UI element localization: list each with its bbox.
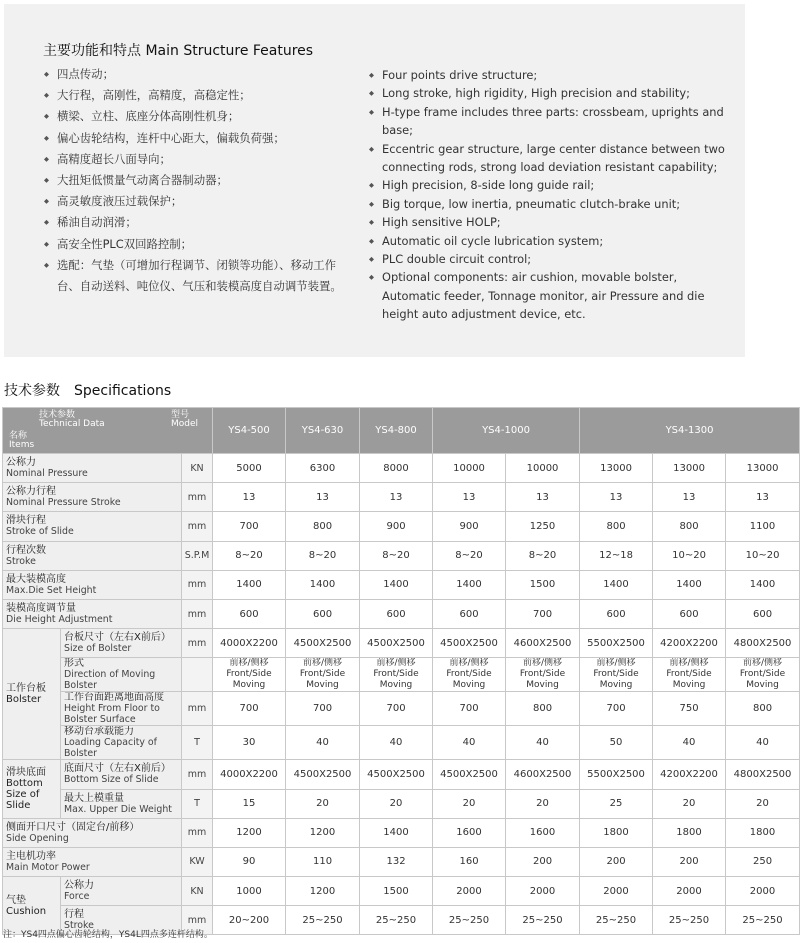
- row-label-en: Max. Upper Die Weight: [64, 803, 172, 815]
- feature-item: ◆ Long stroke, high rigidity, High precision and stability;: [369, 84, 729, 102]
- value-cell: 13: [360, 483, 433, 512]
- value-cell: 1200: [286, 877, 360, 906]
- value-cell: 1000: [213, 877, 286, 906]
- value-cn: 前移/侧移: [449, 658, 489, 669]
- specifications-title: 技术参数 Specifications: [4, 383, 172, 399]
- row-label: [61, 629, 182, 658]
- value-cell: 20: [653, 789, 726, 818]
- value-cell: 1400: [726, 570, 800, 599]
- unit-cell: mm: [182, 599, 213, 628]
- row-label-cn: 行程次数: [6, 544, 46, 556]
- value-cell: 600: [213, 599, 286, 628]
- value-cell: 600: [360, 599, 433, 628]
- unit-cell: T: [182, 789, 213, 818]
- value-cell: 700: [286, 692, 360, 726]
- value-cn: 前移/侧移: [743, 658, 783, 669]
- row-label-en: Die Height Adjustment: [6, 614, 113, 626]
- value-cell: 15: [213, 789, 286, 818]
- feature-item: ◆ High precision, 8-side long guide rail;: [369, 176, 729, 194]
- row-label-cn: 形式: [64, 658, 84, 670]
- row-label-en: Stroke: [64, 920, 94, 932]
- value-cell: 10~20: [653, 541, 726, 570]
- group-label-cn: 工作台板: [6, 683, 46, 695]
- value-cell: 600: [580, 599, 653, 628]
- value-en: Front/Side Moving: [666, 669, 712, 691]
- row-label-en: Stroke: [6, 555, 36, 567]
- features-list-en: [369, 66, 729, 324]
- value-en: Front/Side Moving: [226, 669, 272, 691]
- value-cell: 1200: [286, 818, 360, 847]
- row-label-cn: 最大上模重量: [64, 792, 124, 804]
- value-cell: [653, 658, 726, 692]
- feature-item: ◆ 选配：气垫（可增加行程调节、闭锁等功能）、移动工作台、自动送料、吨位仪、气压和装模高度自动调节装置。: [44, 255, 344, 297]
- feature-item: ◆ Big torque, low inertia, pneumatic clutch-brake unit;: [369, 195, 729, 213]
- value-cell: 700: [213, 692, 286, 726]
- group-label: [3, 760, 61, 818]
- feature-item: ◆ Automatic oil cycle lubrication system;: [369, 232, 729, 250]
- feature-item: ◆ Eccentric gear structure, large center distance between two connecting rods, strong load deviation resistant capability;: [369, 140, 729, 177]
- row-label: [3, 599, 182, 628]
- value-cell: 10000: [506, 454, 580, 483]
- value-cell: 20: [726, 789, 800, 818]
- group-label-cn: 气垫: [6, 894, 26, 906]
- value-cell: 600: [286, 599, 360, 628]
- value-cell: 1200: [213, 818, 286, 847]
- value-cell: [580, 658, 653, 692]
- value-cell: 1400: [360, 570, 433, 599]
- value-cell: 13: [433, 483, 506, 512]
- row-label: [61, 877, 182, 906]
- footnote: 注：YS4四点偏心齿轮结构，YS4L四点多连杆结构。: [3, 930, 213, 940]
- value-cell: 20: [433, 789, 506, 818]
- value-cell: 25~250: [360, 906, 433, 935]
- value-cell: 40: [506, 726, 580, 760]
- value-cell: 25~250: [506, 906, 580, 935]
- row-label-en: Nominal Pressure: [6, 468, 88, 480]
- value-cell: 800: [286, 512, 360, 541]
- value-cell: 900: [433, 512, 506, 541]
- feature-item: ◆ PLC double circuit control;: [369, 250, 729, 268]
- group-label-en: Cushion: [6, 905, 47, 917]
- value-cell: [506, 658, 580, 692]
- row-label: [3, 541, 182, 570]
- features-panel: [4, 4, 745, 357]
- value-cell: 25: [580, 789, 653, 818]
- value-cell: 600: [726, 599, 800, 628]
- corner-model-cn: 型号: [171, 410, 190, 420]
- unit-cell: mm: [182, 818, 213, 847]
- value-cell: 700: [213, 512, 286, 541]
- value-cell: 20: [506, 789, 580, 818]
- value-cell: 2000: [580, 877, 653, 906]
- row-label-en: Stroke of Slide: [6, 526, 74, 538]
- specifications-table: [2, 407, 800, 935]
- value-cell: 8~20: [433, 541, 506, 570]
- value-cell: 2000: [506, 877, 580, 906]
- value-cell: 13: [726, 483, 800, 512]
- feature-item: ◆ 大扭矩低惯量气动离合器制动器；: [44, 170, 344, 191]
- corner-items-en: Items: [9, 440, 35, 450]
- value-cell: [726, 658, 800, 692]
- value-cn: 前移/侧移: [302, 658, 343, 669]
- corner-model-en: Model: [171, 419, 199, 429]
- value-cell: 900: [360, 512, 433, 541]
- unit-cell: mm: [182, 483, 213, 512]
- row-label-cn: 公称力: [64, 880, 94, 892]
- value-cell: 160: [433, 847, 506, 876]
- table-row: [3, 877, 800, 906]
- value-en: Front/Side Moving: [299, 669, 346, 691]
- value-cell: 8~20: [360, 541, 433, 570]
- value-cell: 1800: [580, 818, 653, 847]
- features-title: 主要功能和特点 Main Structure Features: [43, 43, 314, 59]
- value-cell: [360, 658, 433, 692]
- value-cell: 20: [286, 789, 360, 818]
- value-cn: 前移/侧移: [376, 658, 416, 669]
- value-cell: 800: [580, 512, 653, 541]
- value-en: Front/Side Moving: [446, 669, 492, 691]
- value-cell: 13000: [726, 454, 800, 483]
- feature-item: ◆ H-type frame includes three parts: crossbeam, uprights and base;: [369, 103, 729, 140]
- feature-item: ◆ 高安全性PLC双回路控制；: [44, 234, 344, 255]
- table-row: [3, 599, 800, 628]
- model-header: YS4-800: [360, 408, 433, 454]
- unit-cell: [182, 658, 213, 692]
- value-cell: [286, 658, 360, 692]
- value-cell: 25~250: [653, 906, 726, 935]
- table-row: [3, 512, 800, 541]
- table-row: [3, 847, 800, 876]
- value-cell: 5500X2500: [580, 760, 653, 789]
- value-cell: 1400: [286, 570, 360, 599]
- value-cell: 40: [286, 726, 360, 760]
- unit-cell: mm: [182, 692, 213, 726]
- value-cell: 13: [653, 483, 726, 512]
- value-cell: 13000: [653, 454, 726, 483]
- row-label: [61, 658, 182, 692]
- value-cell: 13: [506, 483, 580, 512]
- value-cell: 1400: [433, 570, 506, 599]
- value-cell: 5000: [213, 454, 286, 483]
- value-cell: 10000: [433, 454, 506, 483]
- value-cell: 2000: [653, 877, 726, 906]
- unit-cell: S.P.M: [182, 541, 213, 570]
- row-label-en: Force: [64, 891, 90, 903]
- value-cell: 1500: [506, 570, 580, 599]
- value-cell: 1250: [506, 512, 580, 541]
- feature-item: ◆ 偏心齿轮结构，连杆中心距大，偏载负荷强；: [44, 128, 344, 149]
- value-cell: 4500X2500: [360, 629, 433, 658]
- value-cell: 1400: [653, 570, 726, 599]
- value-cell: 5500X2500: [580, 629, 653, 658]
- value-cell: 30: [213, 726, 286, 760]
- value-cell: 1600: [433, 818, 506, 847]
- value-cell: 700: [360, 692, 433, 726]
- row-label: [61, 692, 182, 726]
- feature-item: ◆ High sensitive HOLP;: [369, 213, 729, 231]
- row-label-en: Height From Floor to Bolster Surface: [64, 703, 160, 726]
- unit-cell: mm: [182, 906, 213, 935]
- features-list-cn: [44, 64, 344, 297]
- value-cell: 13: [213, 483, 286, 512]
- row-label-en: Main Motor Power: [6, 861, 90, 873]
- value-cell: 1400: [360, 818, 433, 847]
- value-cell: 8~20: [506, 541, 580, 570]
- unit-cell: mm: [182, 760, 213, 789]
- row-label-cn: 滑块行程: [6, 515, 46, 527]
- row-label-cn: 移动台承载能力: [64, 726, 134, 738]
- unit-cell: KN: [182, 454, 213, 483]
- table-row: [3, 789, 800, 818]
- value-cell: 4500X2500: [433, 760, 506, 789]
- row-label-cn: 装模高度调节量: [6, 603, 76, 615]
- value-cell: 4800X2500: [726, 760, 800, 789]
- value-cell: 40: [433, 726, 506, 760]
- value-cell: 50: [580, 726, 653, 760]
- value-en: Front/Side Moving: [593, 669, 639, 691]
- row-label-cn: 底面尺寸（左右X前后）: [64, 763, 171, 775]
- row-label: [3, 818, 182, 847]
- feature-item: ◆ 高灵敏度液压过载保护；: [44, 191, 344, 212]
- model-header: YS4-630: [286, 408, 360, 454]
- unit-cell: mm: [182, 629, 213, 658]
- row-label-en: Bottom Size of Slide: [64, 774, 159, 786]
- value-cn: 前移/侧移: [596, 658, 636, 669]
- value-cell: 8~20: [213, 541, 286, 570]
- value-cell: 600: [433, 599, 506, 628]
- value-cell: 40: [726, 726, 800, 760]
- row-label-en: Side Opening: [6, 832, 69, 844]
- value-cell: 13: [580, 483, 653, 512]
- value-cell: 700: [433, 692, 506, 726]
- table-row: [3, 541, 800, 570]
- table-row: [3, 818, 800, 847]
- model-header: YS4-500: [213, 408, 286, 454]
- model-header: YS4-1300: [580, 408, 800, 454]
- feature-item: ◆ 稀油自动润滑；: [44, 212, 344, 233]
- value-cell: 1800: [726, 818, 800, 847]
- value-cell: 200: [506, 847, 580, 876]
- corner-items-cn: 名称: [9, 431, 28, 441]
- value-cn: 前移/侧移: [229, 658, 269, 669]
- value-cell: 1800: [653, 818, 726, 847]
- value-cell: 25~250: [286, 906, 360, 935]
- row-label-cn: 行程: [64, 909, 84, 921]
- table-row: [3, 692, 800, 726]
- table-row: [3, 629, 800, 658]
- value-cell: 10~20: [726, 541, 800, 570]
- value-cell: 4500X2500: [433, 629, 506, 658]
- value-cell: 12~18: [580, 541, 653, 570]
- group-label-en: Bolster: [6, 694, 42, 706]
- table-row: [3, 658, 800, 692]
- row-label: [61, 760, 182, 789]
- value-cell: 13000: [580, 454, 653, 483]
- value-cell: 700: [506, 599, 580, 628]
- row-label: [61, 726, 182, 760]
- value-cell: 1400: [580, 570, 653, 599]
- feature-item: ◆ Four points drive structure;: [369, 66, 729, 84]
- value-cell: 8~20: [286, 541, 360, 570]
- value-cell: 20: [360, 789, 433, 818]
- value-cell: 13: [286, 483, 360, 512]
- corner-tech-en: Technical Data: [39, 419, 105, 429]
- value-cell: 800: [653, 512, 726, 541]
- row-label: [3, 512, 182, 541]
- value-cell: 25~250: [580, 906, 653, 935]
- value-cell: 200: [580, 847, 653, 876]
- value-cell: 4500X2500: [286, 760, 360, 789]
- row-label-en: Nominal Pressure Stroke: [6, 497, 121, 509]
- value-cn: 前移/侧移: [523, 658, 563, 669]
- row-label: [3, 483, 182, 512]
- value-cell: 40: [653, 726, 726, 760]
- value-cell: 700: [580, 692, 653, 726]
- value-cell: 4000X2200: [213, 629, 286, 658]
- value-cell: 40: [360, 726, 433, 760]
- row-label-en: Direction of Moving Bolster: [64, 669, 156, 692]
- value-cn: 前移/侧移: [669, 658, 709, 669]
- row-label: [3, 847, 182, 876]
- header-corner-cell: [3, 408, 213, 454]
- value-cell: 132: [360, 847, 433, 876]
- value-cell: 750: [653, 692, 726, 726]
- feature-item: ◆ 高精度超长八面导向；: [44, 149, 344, 170]
- value-cell: 800: [506, 692, 580, 726]
- value-cell: 1600: [506, 818, 580, 847]
- row-label-cn: 最大装模高度: [6, 573, 66, 585]
- group-label: [3, 629, 61, 760]
- row-label-cn: 台板尺寸（左右X前后）: [64, 632, 171, 644]
- unit-cell: mm: [182, 512, 213, 541]
- value-cell: 110: [286, 847, 360, 876]
- feature-item: ◆ 四点传动；: [44, 64, 344, 85]
- value-cell: 4500X2500: [360, 760, 433, 789]
- corner-tech-cn: 技术参数: [39, 410, 76, 420]
- unit-cell: mm: [182, 570, 213, 599]
- value-cell: 1400: [213, 570, 286, 599]
- table-row: [3, 726, 800, 760]
- value-cell: 4600X2500: [506, 629, 580, 658]
- value-cell: 800: [726, 692, 800, 726]
- table-header-row: [3, 408, 800, 454]
- value-cell: 25~250: [433, 906, 506, 935]
- model-header: YS4-1000: [433, 408, 580, 454]
- value-cell: 4200X2200: [653, 629, 726, 658]
- value-en: Front/Side Moving: [373, 669, 419, 691]
- value-en: Front/Side Moving: [739, 669, 786, 691]
- value-cell: 8000: [360, 454, 433, 483]
- value-cell: 4000X2200: [213, 760, 286, 789]
- row-label-en: Loading Capacity of Bolster: [64, 737, 157, 760]
- unit-cell: KN: [182, 877, 213, 906]
- group-label-cn: 滑块底面: [6, 767, 46, 778]
- row-label-cn: 工作台面距离地面高度: [64, 692, 164, 704]
- value-cell: 200: [653, 847, 726, 876]
- value-cell: [213, 658, 286, 692]
- value-cell: 90: [213, 847, 286, 876]
- feature-item: ◆ 大行程，高刚性，高精度，高稳定性；: [44, 85, 344, 106]
- table-row: [3, 760, 800, 789]
- table-row: [3, 570, 800, 599]
- value-cell: 2000: [726, 877, 800, 906]
- value-cell: [433, 658, 506, 692]
- row-label-cn: 主电机功率: [6, 850, 56, 862]
- value-en: Front/Side Moving: [519, 669, 566, 691]
- row-label-en: Size of Bolster: [64, 643, 132, 655]
- value-cell: 1500: [360, 877, 433, 906]
- table-row: [3, 483, 800, 512]
- unit-cell: KW: [182, 847, 213, 876]
- value-cell: 4800X2500: [726, 629, 800, 658]
- value-cell: 2000: [433, 877, 506, 906]
- value-cell: 600: [653, 599, 726, 628]
- feature-item: ◆ 横梁、立柱、底座分体高刚性机身；: [44, 106, 344, 127]
- value-cell: 250: [726, 847, 800, 876]
- unit-cell: T: [182, 726, 213, 760]
- table-row: [3, 454, 800, 483]
- value-cell: 4600X2500: [506, 760, 580, 789]
- row-label-cn: 侧面开口尺寸（固定台/前移）: [6, 821, 140, 833]
- value-cell: 20~200: [213, 906, 286, 935]
- value-cell: 4200X2200: [653, 760, 726, 789]
- value-cell: 25~250: [726, 906, 800, 935]
- group-label-en: Bottom Size of Slide: [6, 778, 43, 811]
- row-label-cn: 公称力: [6, 457, 36, 469]
- row-label: [3, 454, 182, 483]
- row-label: [3, 570, 182, 599]
- value-cell: 6300: [286, 454, 360, 483]
- row-label: [61, 789, 182, 818]
- row-label-en: Max.Die Set Height: [6, 584, 97, 596]
- value-cell: 4500X2500: [286, 629, 360, 658]
- feature-item: ◆ Optional components: air cushion, movable bolster, Automatic feeder, Tonnage monitor, air Pressure and die height auto adjustment device, etc.: [369, 268, 729, 323]
- value-cell: 1100: [726, 512, 800, 541]
- row-label-cn: 公称力行程: [6, 486, 56, 498]
